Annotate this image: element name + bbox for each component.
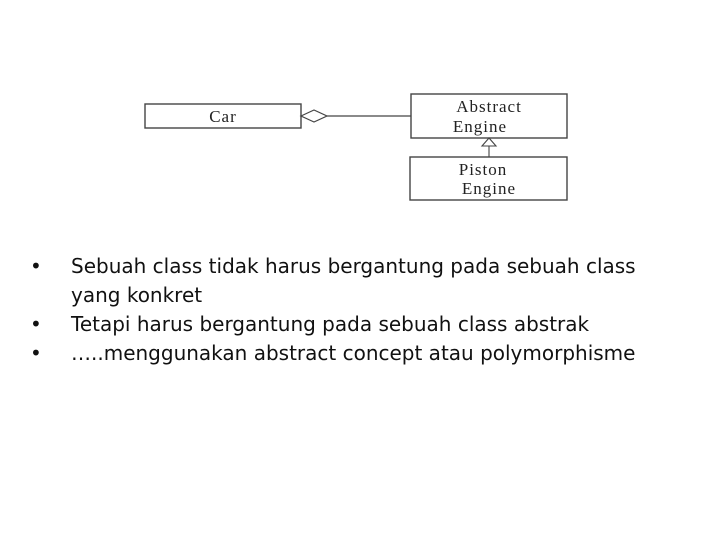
bullet-item xyxy=(30,339,690,368)
bullet-text: Tetapi harus bergantung pada sebuah class abstrak xyxy=(71,312,590,336)
bullet-item xyxy=(30,310,690,339)
class-abstract-engine xyxy=(411,94,567,138)
generalization-arrowhead xyxy=(482,138,496,146)
class-car xyxy=(145,104,301,128)
class-abstract-engine-label-line1: Abstract xyxy=(456,97,522,116)
aggregation-relation xyxy=(301,110,411,122)
bullet-marker: • xyxy=(30,254,42,278)
bullet-text: …..menggunakan abstract concept atau polymorphisme xyxy=(71,341,636,365)
bullet-marker: • xyxy=(30,341,42,365)
class-piston-engine xyxy=(410,157,567,200)
bullet-item xyxy=(30,252,690,310)
bullet-marker: • xyxy=(30,312,42,336)
bullet-text: Sebuah class tidak harus bergantung pada sebuah class yang konkret xyxy=(71,254,636,307)
class-abstract-engine-label-line2: Engine xyxy=(452,117,508,136)
aggregation-diamond xyxy=(301,110,327,122)
class-piston-engine-label-line2: Engine xyxy=(461,179,517,198)
class-car-label: Car xyxy=(209,107,237,126)
uml-class-diagram xyxy=(0,0,720,220)
bullet-list xyxy=(30,252,690,368)
class-piston-engine-label-line1: Piston xyxy=(458,160,508,179)
generalization-relation xyxy=(482,138,496,157)
